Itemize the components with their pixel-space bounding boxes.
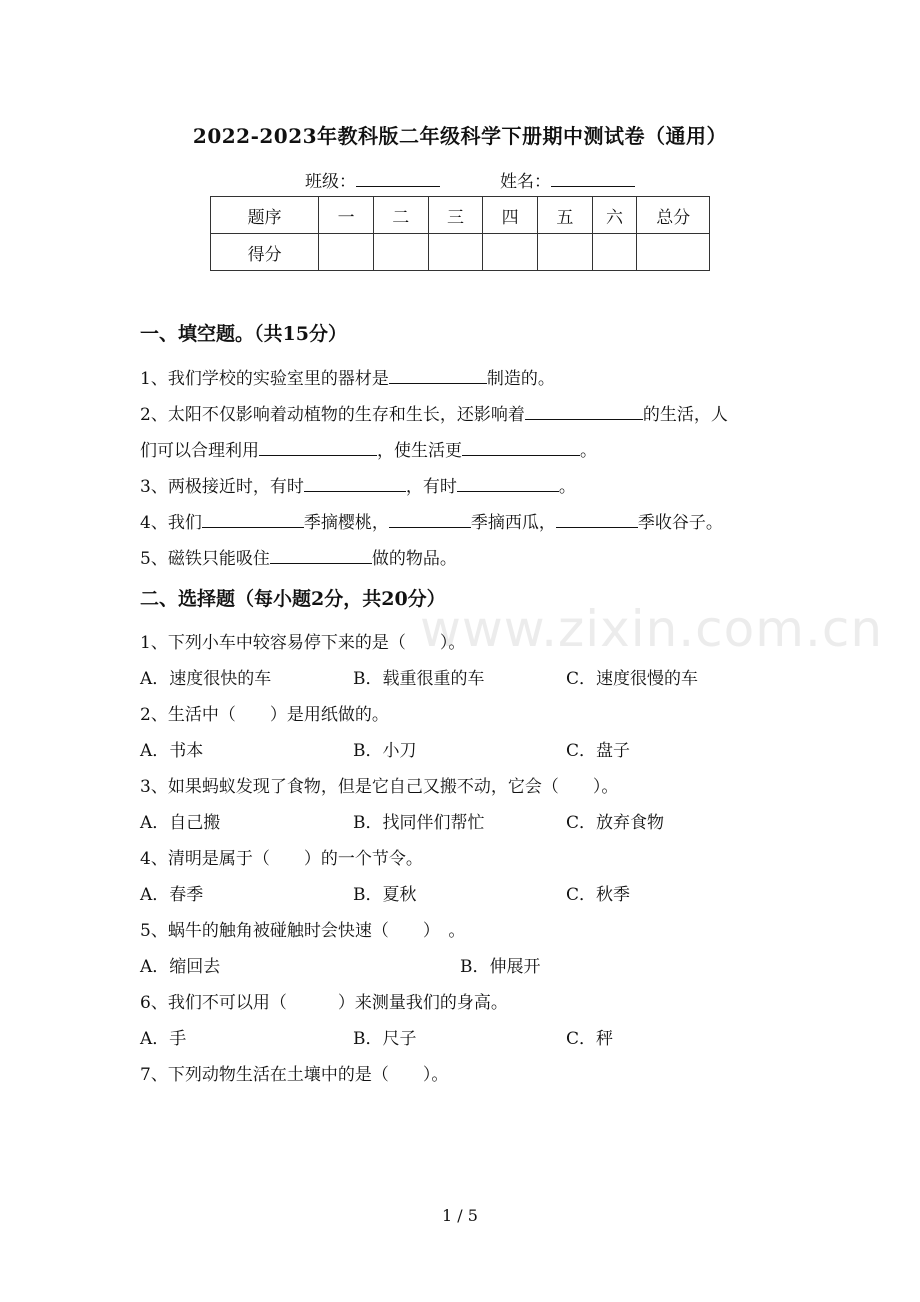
score-cell[interactable] (592, 234, 637, 271)
option-a[interactable]: A．缩回去 (140, 957, 221, 977)
question-text: 1、我们学校的实验室里的器材是 (140, 369, 389, 389)
answer-blank[interactable] (457, 476, 559, 492)
option-b[interactable]: B．夏秋 (353, 885, 417, 905)
watermark: www.zixin.com.cn (420, 600, 884, 658)
question-text: 的生活，人 (642, 405, 728, 425)
question-text: 2、太阳不仅影响着动植物的生存和生长，还影响着 (140, 405, 525, 425)
option-b[interactable]: B．小刀 (353, 741, 417, 761)
score-cell[interactable] (373, 234, 428, 271)
header-cell: 一 (319, 197, 374, 234)
question-text: 季摘樱桃， (303, 513, 389, 533)
option-a[interactable]: A．春季 (140, 885, 204, 905)
answer-blank[interactable] (270, 548, 372, 564)
section2-heading: 二、选择题（每小题2分，共20分） (140, 588, 446, 610)
question-text: 制造的。 (486, 369, 555, 389)
header-cell: 四 (483, 197, 538, 234)
choice-question-3: 3、如果蚂蚁发现了食物，但是它自己又搬不动，它会（ ）。 (140, 777, 619, 797)
option-c[interactable]: C．秤 (566, 1029, 614, 1049)
name-blank[interactable] (551, 168, 635, 187)
class-label: 班级： (305, 172, 356, 192)
question-text: 5、磁铁只能吸住 (140, 549, 270, 569)
choice-question-5: 5、蜗牛的触角被碰触时会快速（ ） 。 (140, 921, 466, 941)
name-field (500, 167, 635, 192)
fill-question-2-cont (140, 436, 597, 461)
choice-question-2: 2、生活中（ ）是用纸做的。 (140, 705, 389, 725)
name-label: 姓名： (500, 172, 551, 192)
answer-blank[interactable] (525, 404, 643, 420)
option-a[interactable]: A．手 (140, 1029, 187, 1049)
answer-blank[interactable] (202, 512, 304, 528)
answer-blank[interactable] (259, 440, 377, 456)
header-cell: 题序 (211, 197, 319, 234)
question-text: 季收谷子。 (637, 513, 723, 533)
class-blank[interactable] (356, 168, 440, 187)
option-c[interactable]: C．速度很慢的车 (566, 669, 699, 689)
header-cell: 总分 (637, 197, 710, 234)
score-table (210, 196, 710, 271)
question-text: ，使生活更 (377, 441, 462, 461)
score-cell[interactable] (319, 234, 374, 271)
answer-blank[interactable] (389, 368, 487, 384)
option-b[interactable]: B．伸展开 (460, 957, 541, 977)
score-table-header-row (211, 197, 710, 234)
answer-blank[interactable] (304, 476, 406, 492)
question-text: 4、我们 (140, 513, 202, 533)
score-row-label: 得分 (211, 234, 319, 271)
fill-question-4 (140, 508, 723, 533)
choice-question-6: 6、我们不可以用（ ）来测量我们的身高。 (140, 993, 508, 1013)
option-a[interactable]: A．速度很快的车 (140, 669, 272, 689)
score-cell[interactable] (428, 234, 483, 271)
answer-blank[interactable] (556, 512, 638, 528)
question-text: 。 (580, 441, 597, 461)
fill-question-2 (140, 400, 728, 425)
answer-blank[interactable] (462, 440, 580, 456)
header-cell: 五 (537, 197, 592, 234)
class-field (305, 167, 440, 192)
fill-question-1 (140, 364, 555, 389)
header-cell: 二 (373, 197, 428, 234)
answer-blank[interactable] (389, 512, 471, 528)
score-cell[interactable] (637, 234, 710, 271)
section1-heading: 一、填空题。（共15分） (140, 323, 347, 345)
fill-question-5 (140, 544, 457, 569)
question-text: 季摘西瓜， (470, 513, 556, 533)
score-cell[interactable] (537, 234, 592, 271)
option-c[interactable]: C．盘子 (566, 741, 631, 761)
header-cell: 六 (592, 197, 637, 234)
question-text: 。 (558, 477, 576, 497)
header-cell: 三 (428, 197, 483, 234)
option-b[interactable]: B．找同伴们帮忙 (353, 813, 485, 833)
page-title: 2022-2023年教科版二年级科学下册期中测试卷（通用） (192, 124, 728, 148)
choice-question-4: 4、清明是属于（ ）的一个节令。 (140, 849, 423, 869)
option-a[interactable]: A．书本 (140, 741, 204, 761)
question-text: ，有时 (405, 477, 457, 497)
option-b[interactable]: B．尺子 (353, 1029, 417, 1049)
question-text: 3、两极接近时，有时 (140, 477, 304, 497)
choice-question-7: 7、下列动物生活在土壤中的是（ ）。 (140, 1065, 449, 1085)
option-b[interactable]: B．载重很重的车 (353, 669, 485, 689)
option-c[interactable]: C．放弃食物 (566, 813, 665, 833)
question-text: 们可以合理利用 (140, 441, 259, 461)
question-text: 做的物品。 (371, 549, 457, 569)
page-number: 1 / 5 (442, 1206, 478, 1225)
score-table-score-row (211, 234, 710, 271)
option-c[interactable]: C．秋季 (566, 885, 631, 905)
choice-question-1: 1、下列小车中较容易停下来的是（ ）。 (140, 633, 466, 653)
fill-question-3 (140, 472, 576, 497)
option-a[interactable]: A．自己搬 (140, 813, 221, 833)
score-cell[interactable] (483, 234, 538, 271)
